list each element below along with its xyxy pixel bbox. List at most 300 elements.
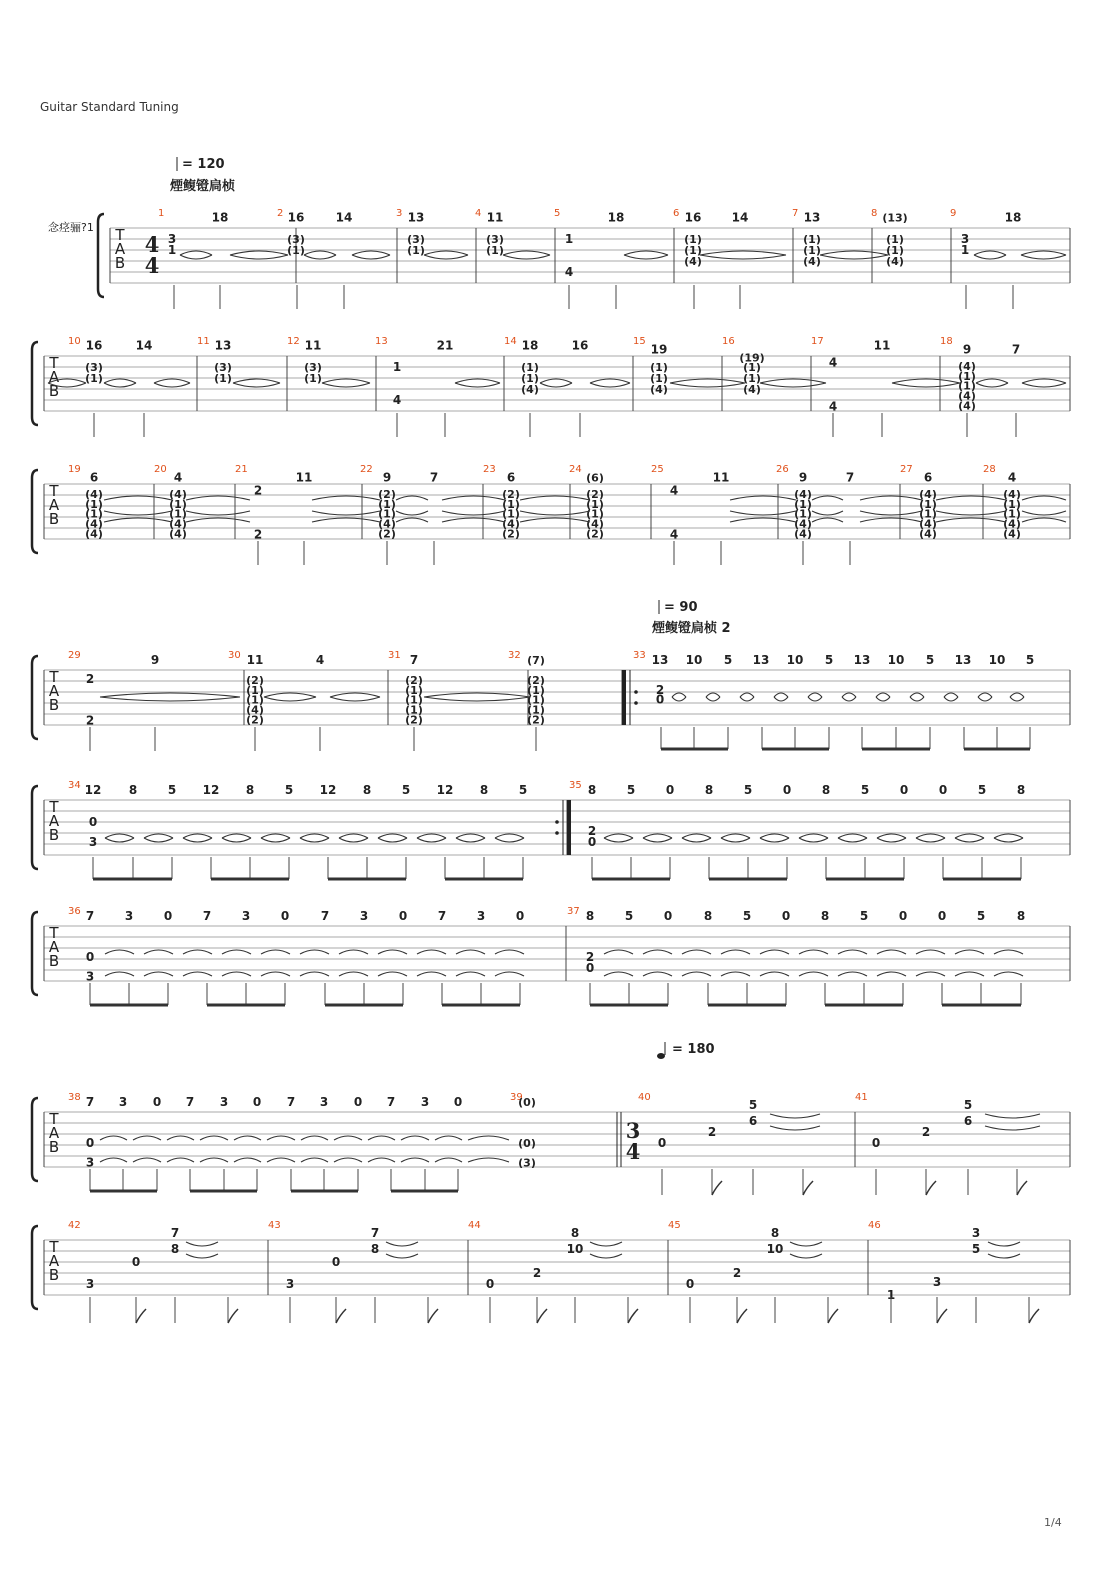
fret-number: 0 — [871, 1135, 881, 1150]
measure-number: 21 — [235, 464, 248, 475]
tie-arc — [230, 255, 288, 259]
tie-arc — [985, 1114, 1040, 1118]
fret-number: (7) — [527, 654, 545, 668]
fret-number: 11 — [304, 338, 322, 353]
tie-arc — [312, 518, 380, 522]
fret-number: 3 — [219, 1095, 229, 1110]
measure-number: 11 — [197, 336, 210, 347]
fret-number: 7 — [386, 1095, 396, 1110]
tie-arc — [670, 383, 745, 387]
tie-arc — [330, 693, 380, 697]
staff-system — [32, 1220, 1070, 1309]
tab-clef-letter: T — [49, 798, 59, 816]
fret-number: 1 — [167, 243, 177, 257]
tie-arc — [261, 834, 290, 838]
fret-number: 0 — [252, 1095, 262, 1110]
fret-number: (4) — [886, 255, 904, 268]
tie-arc — [820, 251, 888, 255]
tie-arc — [222, 834, 251, 838]
fret-number: 5 — [626, 783, 636, 798]
fret-number: 7 — [437, 909, 447, 924]
fret-number: 5 — [723, 653, 733, 668]
tie-arc — [740, 693, 754, 697]
tie-arc — [300, 950, 329, 954]
tie-arc — [378, 838, 407, 842]
fret-number: (1) — [405, 693, 423, 707]
fret-number: 6 — [89, 470, 99, 485]
tie-arc — [721, 834, 750, 838]
fret-number: 4 — [1007, 470, 1017, 485]
fret-number: 7 — [202, 909, 212, 924]
tie-arc — [261, 950, 290, 954]
fret-number: 8 — [770, 1226, 780, 1241]
tie-arc — [503, 255, 550, 259]
measure-number: 30 — [228, 650, 241, 661]
tie-arc — [808, 693, 822, 697]
tie-arc — [1021, 255, 1066, 259]
fret-number: 16 — [684, 210, 702, 225]
tab-clef-letter: T — [49, 482, 59, 500]
track-name: 念痉骊?1 — [48, 221, 94, 234]
tie-arc — [624, 255, 668, 259]
note-flag — [926, 1181, 936, 1195]
tie-arc — [910, 693, 924, 697]
tie-arc — [222, 838, 251, 842]
tie-arc — [682, 950, 711, 954]
tie-arc — [944, 693, 958, 697]
fret-number: (1) — [502, 497, 520, 511]
tie-arc — [812, 511, 843, 515]
tie-arc — [838, 838, 867, 842]
fret-number: (3) — [518, 1156, 536, 1170]
tie-arc — [799, 838, 828, 842]
tab-clef-letter: B — [48, 1138, 60, 1156]
system-brace — [32, 1226, 38, 1309]
measure-number: 6 — [673, 208, 680, 219]
tie-arc — [186, 511, 250, 515]
fret-number: 2 — [253, 483, 263, 498]
repeat-dot — [634, 690, 638, 694]
repeat-end-bar — [567, 800, 571, 855]
tie-arc — [144, 972, 173, 976]
system-brace — [32, 656, 38, 739]
note-flag — [737, 1309, 747, 1323]
tie-arc — [456, 972, 485, 976]
tie-arc — [186, 1254, 218, 1258]
fret-number: 7 — [1011, 342, 1021, 357]
fret-number: 3 — [88, 834, 98, 849]
fret-number: 10 — [786, 653, 804, 668]
tie-arc — [985, 1126, 1040, 1130]
fret-number: (1) — [803, 233, 821, 246]
fret-number: 2 — [253, 527, 263, 542]
tie-arc — [672, 693, 686, 697]
tie-arc — [790, 1254, 822, 1258]
tie-arc — [955, 972, 984, 976]
measure-number: 29 — [68, 650, 81, 661]
fret-number: 8 — [479, 783, 489, 798]
fret-number: 13 — [752, 653, 770, 668]
staff-system — [32, 336, 1070, 425]
tie-arc — [808, 697, 822, 701]
system-brace — [32, 912, 38, 995]
fret-number: (1) — [886, 244, 904, 257]
fret-number: 0 — [131, 1255, 141, 1269]
fret-number: (3) — [486, 233, 504, 246]
fret-number: 21 — [436, 338, 454, 353]
fret-number: (1) — [919, 497, 937, 511]
fret-number: 8 — [703, 909, 713, 924]
fret-number: (1) — [586, 497, 604, 511]
fret-number: (2) — [502, 487, 520, 501]
fret-number: (1) — [169, 497, 187, 511]
fret-number: (1) — [1003, 497, 1021, 511]
fret-number: 13 — [407, 210, 425, 225]
tie-arc — [435, 1158, 462, 1162]
section-label: 煙鳆镫扃桢 2 — [652, 621, 731, 636]
fret-number: 13 — [954, 653, 972, 668]
tie-arc — [456, 834, 485, 838]
tie-arc — [604, 972, 633, 976]
tie-arc — [495, 838, 524, 842]
fret-number: 7 — [429, 470, 439, 485]
note-flag — [712, 1181, 722, 1195]
fret-number: 0 — [485, 1277, 495, 1291]
tab-clef-letter: B — [114, 254, 126, 272]
fret-number: (0) — [518, 1096, 536, 1110]
tie-arc — [860, 518, 922, 522]
measure-number: 38 — [68, 1092, 81, 1103]
fret-number: 8 — [821, 783, 831, 798]
tie-arc — [1021, 251, 1066, 255]
fret-number: (13) — [882, 211, 908, 225]
tie-arc — [104, 379, 136, 383]
measure-number: 4 — [475, 208, 482, 219]
tie-arc — [456, 950, 485, 954]
tie-arc — [417, 834, 446, 838]
fret-number: 1 — [886, 1288, 896, 1302]
note-flag — [628, 1309, 638, 1323]
tie-arc — [396, 518, 428, 522]
tie-arc — [604, 950, 633, 954]
fret-number: 7 — [85, 909, 95, 924]
fret-number: (3) — [407, 233, 425, 246]
measure-number: 39 — [510, 1092, 523, 1103]
tie-arc — [401, 1158, 429, 1162]
tempo-value: = 180 — [672, 1042, 715, 1057]
tie-arc — [100, 693, 240, 697]
measure-number: 10 — [68, 336, 81, 347]
fret-number: (1) — [650, 361, 668, 374]
fret-number: (4) — [1003, 527, 1021, 541]
page-number: 1/4 — [1044, 1516, 1062, 1529]
fret-number: (1) — [378, 507, 396, 521]
fret-number: 3 — [118, 1095, 128, 1110]
tie-arc — [322, 383, 370, 387]
tie-arc — [456, 838, 485, 842]
repeat-start-bar — [622, 670, 626, 725]
tie-arc — [812, 518, 843, 522]
fret-number: (2) — [586, 527, 604, 541]
tie-arc — [700, 255, 786, 259]
tie-arc — [976, 383, 1008, 387]
tie-arc — [682, 972, 711, 976]
fret-number: (4) — [1003, 517, 1021, 531]
fret-number: (3) — [287, 233, 305, 246]
fret-number: (1) — [405, 703, 423, 717]
fret-number: 12 — [436, 783, 454, 798]
measure-number: 17 — [811, 336, 824, 347]
fret-number: (2) — [246, 713, 264, 727]
tie-arc — [339, 972, 368, 976]
fret-number: (1) — [684, 244, 702, 257]
tie-arc — [643, 972, 672, 976]
tie-arc — [1022, 518, 1066, 522]
fret-number: 1 — [564, 232, 574, 246]
fret-number: (1) — [407, 244, 425, 257]
fret-number: 9 — [962, 342, 972, 357]
tie-arc — [144, 834, 173, 838]
fret-number: 10 — [887, 653, 905, 668]
measure-number: 26 — [776, 464, 789, 475]
fret-number: (4) — [85, 517, 103, 531]
measure-number: 19 — [68, 464, 81, 475]
system-brace — [32, 470, 38, 553]
system-brace — [32, 786, 38, 869]
section-label: 煙鳆镫扃桢 — [170, 179, 236, 194]
fret-number: (1) — [405, 683, 423, 697]
measure-number: 44 — [468, 1220, 481, 1231]
fret-number: (19) — [739, 351, 765, 365]
fret-number: 16 — [287, 210, 305, 225]
tie-arc — [133, 1158, 161, 1162]
tie-arc — [417, 838, 446, 842]
fret-number: (1) — [803, 244, 821, 257]
fret-number: 4 — [669, 483, 679, 498]
tie-arc — [790, 1242, 822, 1246]
fret-number: 0 — [781, 909, 791, 924]
fret-number: 7 — [845, 470, 855, 485]
tie-arc — [442, 511, 505, 515]
measure-number: 31 — [388, 650, 401, 661]
fret-number: 7 — [286, 1095, 296, 1110]
tie-arc — [330, 697, 380, 701]
fret-number: 5 — [748, 1098, 758, 1113]
measure-number: 8 — [871, 208, 878, 219]
fret-number: (1) — [886, 233, 904, 246]
fret-number: (1) — [650, 372, 668, 385]
tie-arc — [643, 834, 672, 838]
tie-arc — [424, 697, 530, 701]
tie-arc — [100, 1158, 127, 1162]
fret-number: (4) — [169, 527, 187, 541]
tie-arc — [100, 1136, 127, 1140]
tab-clef-letter: A — [48, 812, 60, 830]
tie-arc — [468, 1158, 509, 1162]
fret-number: (1) — [85, 497, 103, 511]
fret-number: 5 — [971, 1241, 981, 1256]
tie-arc — [916, 834, 945, 838]
fret-number: 13 — [853, 653, 871, 668]
fret-number: 5 — [824, 653, 834, 668]
tie-arc — [1022, 496, 1066, 500]
fret-number: (1) — [743, 372, 761, 385]
tie-arc — [304, 251, 336, 255]
tie-arc — [186, 518, 250, 522]
tie-arc — [936, 518, 1006, 522]
note-flag — [828, 1309, 838, 1323]
fret-number: 4 — [173, 470, 183, 485]
tie-arc — [503, 251, 550, 255]
fret-number: 19 — [650, 342, 668, 357]
tab-clef-letter: A — [114, 240, 126, 258]
tie-arc — [167, 1136, 194, 1140]
fret-number: 8 — [362, 783, 372, 798]
measure-number: 40 — [638, 1092, 651, 1103]
tab-clef-letter: T — [49, 668, 59, 686]
tie-arc — [760, 383, 826, 387]
fret-number: (4) — [521, 383, 539, 396]
fret-number: (2) — [378, 527, 396, 541]
tie-arc — [604, 834, 633, 838]
fret-number: 3 — [167, 232, 177, 246]
tab-clef-letter: B — [48, 696, 60, 714]
measure-number: 35 — [569, 780, 582, 791]
fret-number: (1) — [919, 507, 937, 521]
fret-number: 8 — [170, 1241, 180, 1256]
tie-arc — [1022, 383, 1066, 387]
fret-number: 3 — [359, 909, 369, 924]
fret-number: (4) — [958, 389, 976, 403]
fret-number: 5 — [1025, 653, 1035, 668]
fret-number: (1) — [958, 379, 976, 393]
tie-arc — [916, 950, 945, 954]
fret-number: 2 — [655, 682, 665, 697]
fret-number: 2 — [587, 823, 597, 838]
tie-arc — [312, 496, 380, 500]
tie-arc — [520, 496, 590, 500]
tie-arc — [230, 251, 288, 255]
fret-number: 7 — [170, 1226, 180, 1241]
tie-arc — [916, 838, 945, 842]
fret-number: 2 — [85, 671, 95, 686]
fret-number: 18 — [1004, 210, 1022, 225]
tab-clef-letter: A — [48, 368, 60, 386]
tie-arc — [301, 1136, 328, 1140]
fret-number: 0 — [937, 909, 947, 924]
tie-arc — [435, 1136, 462, 1140]
fret-number: (4) — [919, 517, 937, 531]
tie-arc — [352, 255, 390, 259]
tie-arc — [339, 838, 368, 842]
fret-number: (1) — [521, 361, 539, 374]
fret-number: (1) — [1003, 507, 1021, 521]
fret-number: 7 — [320, 909, 330, 924]
fret-number: 7 — [370, 1226, 380, 1241]
fret-number: 0 — [899, 783, 909, 798]
tie-arc — [838, 950, 867, 954]
fret-number: (4) — [586, 517, 604, 531]
fret-number: 12 — [319, 783, 337, 798]
tie-arc — [624, 251, 668, 255]
tie-arc — [936, 511, 1006, 515]
tie-arc — [721, 972, 750, 976]
tie-arc — [994, 972, 1023, 976]
tie-arc — [643, 838, 672, 842]
fret-number: 10 — [988, 653, 1006, 668]
tie-arc — [105, 834, 134, 838]
fret-number: (2) — [246, 673, 264, 687]
tie-arc — [495, 950, 524, 954]
tie-arc — [774, 693, 788, 697]
tie-arc — [988, 1254, 1020, 1258]
fret-number: 12 — [202, 783, 220, 798]
fret-number: 10 — [685, 653, 703, 668]
tie-arc — [760, 834, 789, 838]
tie-arc — [468, 1136, 509, 1140]
tab-clef-letter: B — [48, 510, 60, 528]
fret-number: (4) — [246, 703, 264, 717]
fret-number: 3 — [319, 1095, 329, 1110]
measure-number: 23 — [483, 464, 496, 475]
fret-number: 0 — [515, 909, 525, 924]
fret-number: 4 — [392, 393, 402, 407]
staff-system — [32, 906, 1070, 995]
note-flag — [136, 1309, 146, 1323]
tie-arc — [186, 1242, 218, 1246]
tab-clef-letter: A — [48, 682, 60, 700]
fret-number: 16 — [85, 338, 103, 353]
measure-number: 1 — [158, 208, 165, 219]
fret-number: (4) — [650, 383, 668, 396]
tie-arc — [233, 379, 280, 383]
tie-arc — [417, 950, 446, 954]
fret-number: 0 — [398, 909, 408, 924]
tie-arc — [180, 251, 212, 255]
fret-number: (1) — [214, 372, 232, 385]
tie-arc — [892, 383, 960, 387]
fret-number: 18 — [211, 210, 229, 225]
fret-number: 2 — [85, 713, 95, 728]
fret-number: 11 — [295, 470, 313, 485]
note-flag — [537, 1309, 547, 1323]
tie-arc — [261, 838, 290, 842]
tie-arc — [955, 838, 984, 842]
fret-number: (3) — [214, 361, 232, 374]
measure-number: 41 — [855, 1092, 868, 1103]
fret-number: 0 — [152, 1095, 162, 1110]
tie-arc — [994, 834, 1023, 838]
fret-number: 3 — [932, 1274, 942, 1289]
tie-arc — [386, 1242, 418, 1246]
tie-arc — [974, 255, 1006, 259]
fret-number: (1) — [958, 369, 976, 383]
tie-arc — [978, 697, 992, 701]
fret-number: 8 — [245, 783, 255, 798]
fret-number: 4 — [315, 653, 325, 668]
fret-number: (1) — [378, 497, 396, 511]
fret-number: (1) — [794, 497, 812, 511]
fret-number: 5 — [963, 1098, 973, 1113]
fret-number: (2) — [502, 527, 520, 541]
fret-number: 10 — [566, 1241, 584, 1256]
fret-number: 5 — [976, 909, 986, 924]
tie-arc — [183, 838, 212, 842]
fret-number: (4) — [169, 517, 187, 531]
tie-arc — [455, 379, 500, 383]
fret-number: (4) — [794, 487, 812, 501]
fret-number: (1) — [169, 507, 187, 521]
